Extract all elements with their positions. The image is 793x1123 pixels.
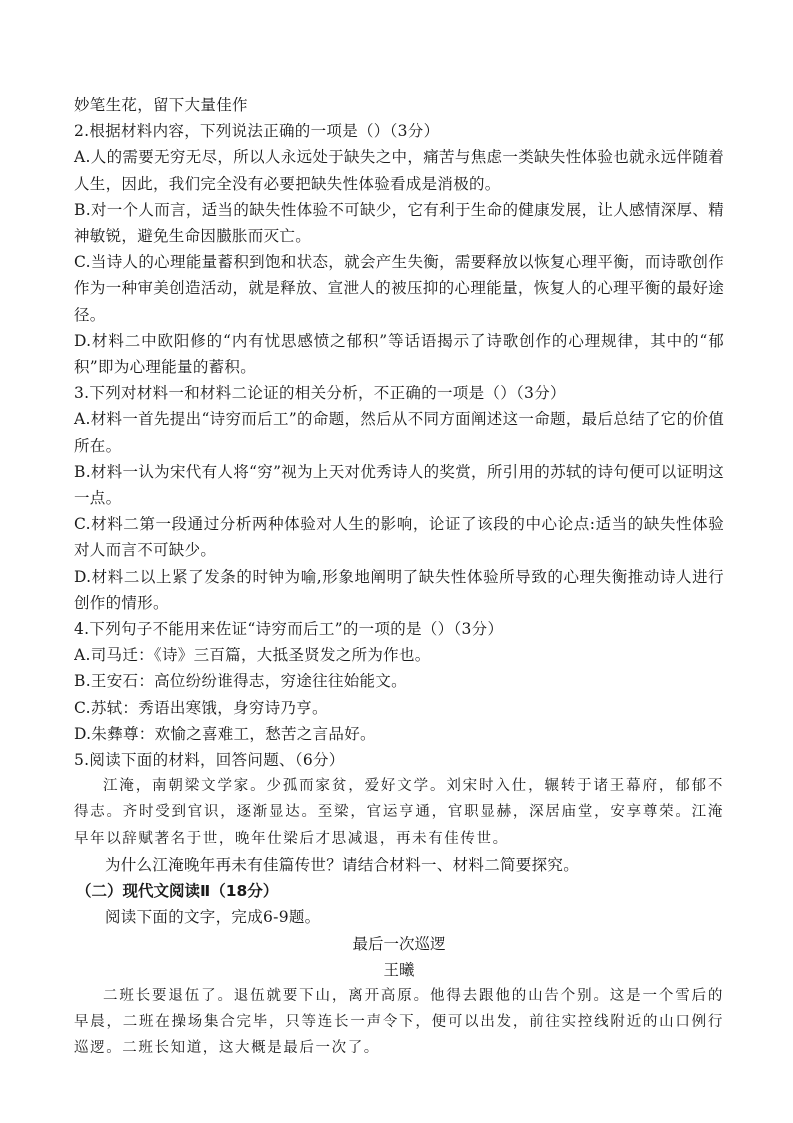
question-3: 3.下列对材料一和材料二论证的相关分析，不正确的一项是（）（3分）	[74, 384, 566, 403]
question-5-material: 江淹，南朝梁文学家。少孤而家贫，爱好文学。刘宋时入仕，辗转于诸王幕府，郁郁不得志。齐时受到官识，逐渐显达。至梁，官运亨通，官职显赫，深居庙堂，安享尊荣。江淹早年以辞赋著名于世，晚年仕梁后才思减退，再未有佳传世。	[74, 778, 724, 847]
reading-instruction: 阅读下面的文字，完成6-9题。	[105, 908, 321, 927]
article-author: 王曦	[383, 960, 415, 979]
question-2: 2.根据材料内容，下列说法正确的一项是（）（3分）	[74, 122, 440, 141]
option-4c: C.苏轼：秀语出寒饿，身穷诗乃亨。	[74, 698, 328, 717]
option-4a: A.司马迁：《诗》三百篇，大抵圣贤发之所为作也。	[74, 646, 431, 665]
question-4: 4.下列句子不能用来佐证“诗穷而后工”的一项的是（）（3分）	[74, 620, 504, 639]
option-2d: D.材料二中欧阳修的“内有忧思感愤之郁积”等话语揭示了诗歌创作的心理规律，其中的“郁积”即为心理能量的蓄积。	[74, 331, 724, 377]
option-4d: D.朱彝尊：欢愉之喜难工，愁苦之言品好。	[74, 724, 376, 743]
option-2a: A.人的需要无穷无尽，所以人永远处于缺失之中，痛苦与焦虑一类缺失性体验也就永远伴随着人生，因此，我们完全没有必要把缺失性体验看成是消极的。	[74, 148, 724, 193]
option-3d: D.材料二以上紧了发条的时钟为喻,形象地阐明了缺失性体验所导致的心理失衡推动诗人进行创作的情形。	[74, 567, 724, 612]
article-title: 最后一次巡逻	[352, 934, 446, 953]
page-content	[74, 92, 724, 1062]
option-3c: C.材料二第一段通过分析两种体验对人生的影响，论证了该段的中心论点:适当的缺失性体验对人而言不可缺少。	[74, 515, 724, 560]
option-4b: B.王安石：高位纷纷谁得志，穷途往往始能文。	[74, 672, 407, 691]
option-3a: A.材料一首先提出“诗穷而后工”的命题，然后从不同方面阐述这一命题，最后总结了它的价值所在。	[74, 410, 724, 455]
question-5-prompt: 为什么江淹晚年再未有佳篇传世？请结合材料一、材料二简要探究。	[105, 855, 580, 874]
option-3b: B.材料一认为宋代有人将“穷”视为上天对优秀诗人的奖赏，所引用的苏轼的诗句便可以证明这一点。	[74, 462, 724, 508]
option-2b: B.对一个人而言，适当的缺失性体验不可缺少，它有利于生命的健康发展，让人感情深厚、精神敏锐，避免生命因臌胀而灭亡。	[74, 200, 724, 246]
option-2c: C.当诗人的心理能量蓄积到饱和状态，就会产生失衡，需要释放以恢复心理平衡，而诗歌创作作为一种审美创造活动，就是释放、宣泄人的被压抑的心理能量，恢复人的心理平衡的最好途径。	[74, 253, 724, 324]
article-paragraph: 二班长要退伍了。退伍就要下山，离开高原。他得去跟他的山告个别。这是一个雪后的早晨，二班在操场集合完毕，只等连长一声令下，便可以出发，前往实控线附近的山口例行巡逻。二班长知道，这大概是最后一次了。	[74, 987, 724, 1057]
text-line: 妙笔生花，留下大量佳作	[74, 96, 248, 114]
section-heading: （二）现代文阅读Ⅱ（18分）	[76, 882, 279, 901]
question-5: 5.阅读下面的材料，回答问题、（6分）	[74, 751, 345, 770]
